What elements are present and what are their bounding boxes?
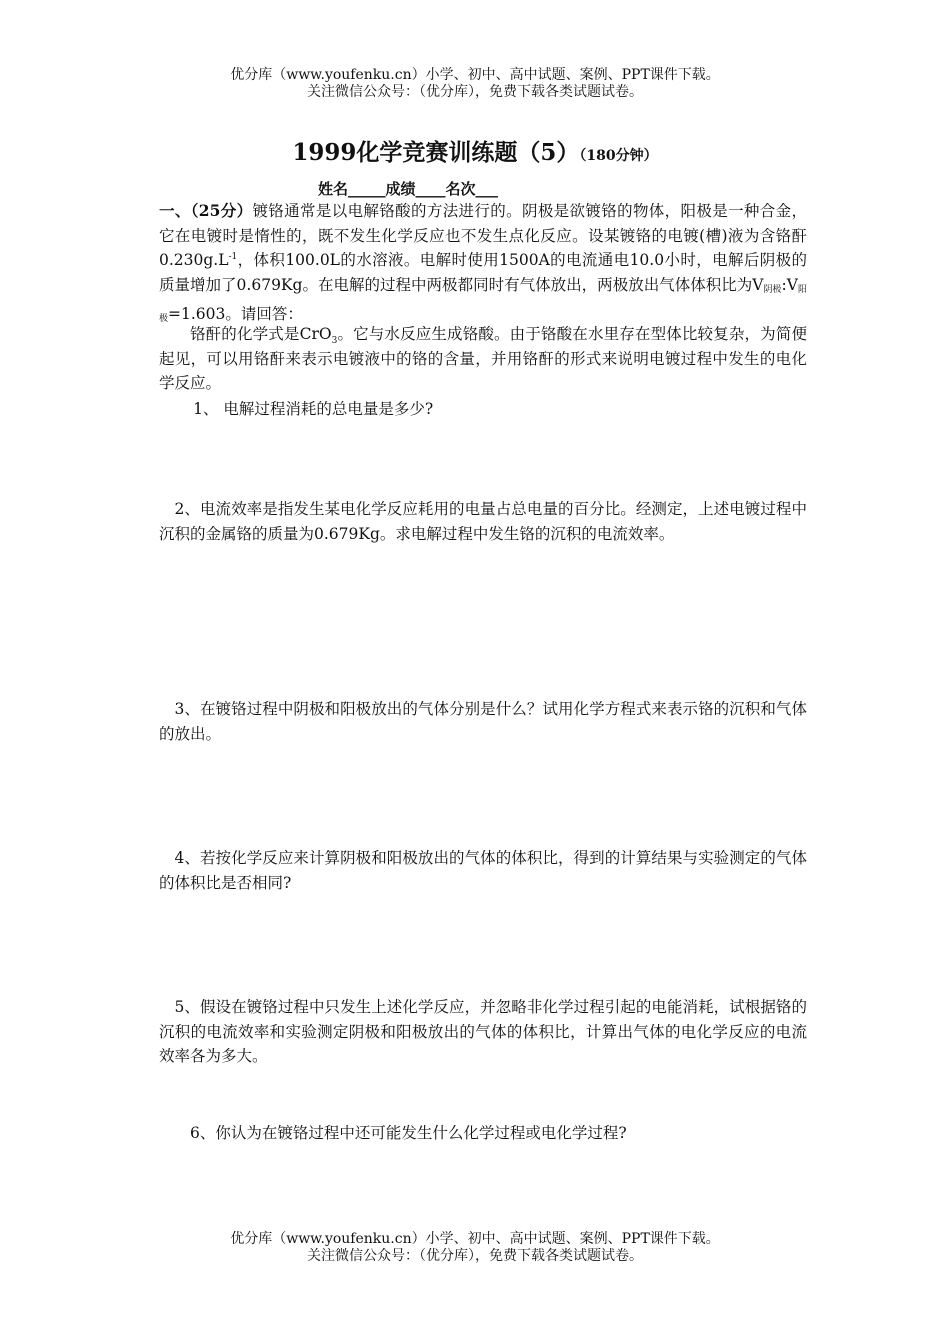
note-subscript: 3 — [331, 336, 338, 347]
subscript-anode: 阳极 — [159, 284, 807, 324]
ratio-colon: :V — [781, 275, 798, 294]
intro-superscript: -1 — [228, 251, 238, 262]
header-line-1: 优分库（www.youfenku.cn）小学、初中、高中试题、案例、PPT课件下载。 — [230, 67, 720, 83]
page-footer — [0, 1231, 950, 1265]
note-text-b: 。它与水反应生成铬酸。由于铬酸在水里存在型体比较复杂，为简便起见，可以用铬酐来表示电镀液中的铬的含量，并用铬酐的形式来说明电镀过程中发生的电化学反应。 — [159, 325, 807, 392]
section-1-label: 一、（25分） — [159, 201, 253, 220]
footer-line-2: 关注微信公众号：（优分库），免费下载各类试题试卷。 — [307, 1248, 643, 1264]
page-title — [0, 134, 950, 167]
section-1-intro — [159, 199, 807, 332]
question-1: 1、 电解过程消耗的总电量是多少? — [193, 400, 434, 418]
question-4: 4、若按化学反应来计算阴极和阳极放出的气体的体积比，得到的计算结果与实验测定的气体的体积比是否相同? — [159, 849, 807, 892]
intro-text-c: =1.603。请回答： — [168, 305, 303, 323]
subscript-cathode: 阴极 — [763, 284, 782, 295]
footer-line-1: 优分库（www.youfenku.cn）小学、初中、高中试题、案例、PPT课件下载。 — [230, 1231, 720, 1247]
intro-text-b: ，体积100.0L的水溶液。电解时使用1500A的电流通电10.0小时，电解后阴极的质量增加了0.679Kg。在电解的过程中两极都同时有气体放出，两极放出气体体积比为V — [159, 251, 807, 294]
question-3: 3、在镀铬过程中阴极和阳极放出的气体分别是什么？试用化学方程式来表示铬的沉积和气体的放出。 — [159, 700, 807, 743]
title-main: 1999化学竞赛训练题（5） — [292, 139, 580, 166]
question-5: 5、假设在镀铬过程中只发生上述化学反应，并忽略非化学过程引起的电能消耗，试根据铬的沉积的电流效率和实验测定阴极和阳极放出的气体的体积比，计算出气体的电化学反应的电流效率各为多大。 — [159, 998, 807, 1065]
note-text-a: 铬酐的化学式是CrO — [190, 325, 332, 343]
header-line-2: 关注微信公众号：（优分库），免费下载各类试题试卷。 — [307, 84, 643, 100]
section-1-note — [159, 322, 807, 396]
page-header — [0, 67, 950, 101]
question-2: 2、电流效率是指发生某电化学反应耗用的电量占总电量的百分比。经测定，上述电镀过程中沉积的金属铬的质量为0.679Kg。求电解过程中发生铬的沉积的电流效率。 — [159, 500, 807, 543]
intro-text-a: 镀铬通常是以电解铬酸的方法进行的。阴极是欲镀铬的物体，阳极是一种合金，它在电镀时是惰性的，既不发生化学反应也不发生点化反应。设某镀铬的电镀(槽)液为含铬酐0.230g.L — [159, 202, 807, 269]
question-6: 6、你认为在镀铬过程中还可能发生什么化学过程或电化学过程? — [190, 1124, 627, 1142]
student-info-line: 姓名_____成绩____名次___ — [318, 180, 499, 198]
title-duration: （180分钟） — [579, 148, 658, 164]
